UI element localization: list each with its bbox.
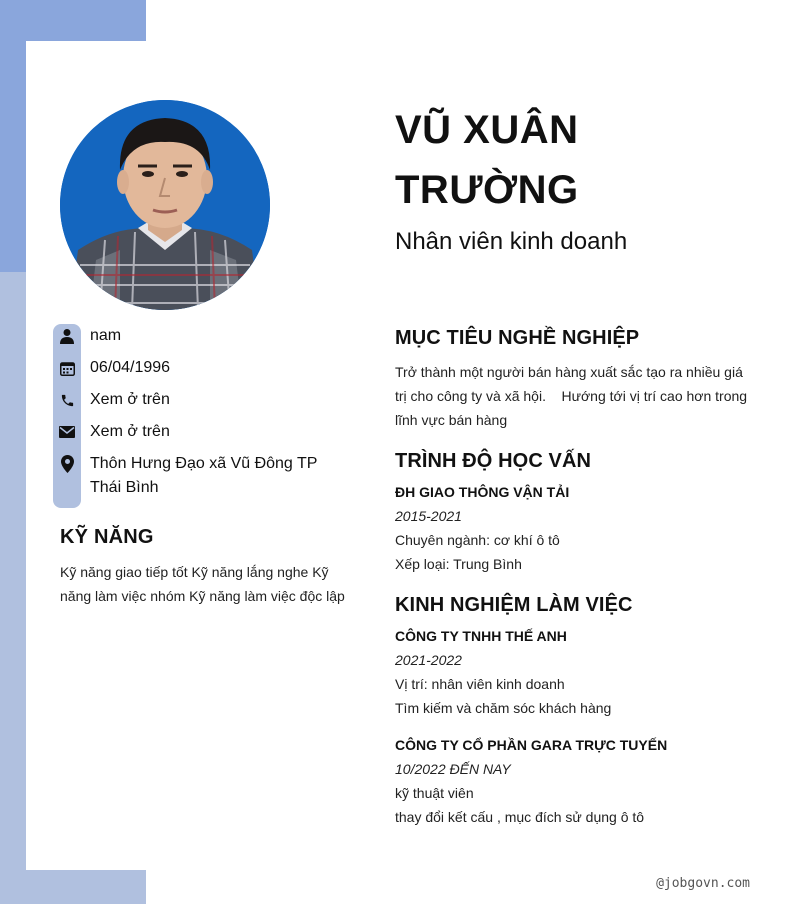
location-pin-icon [53,452,81,476]
birthday-text: 06/04/1996 [90,359,171,376]
phone-text: Xem ở trên [90,391,170,408]
job-position: kỹ thuật viên [395,785,474,801]
education-period: 2015-2021 [395,508,462,524]
user-icon [53,324,81,348]
experience-heading: KINH NGHIỆM LÀM VIỆC [395,594,633,616]
email-text: Xem ở trên [90,423,170,440]
education-heading: TRÌNH ĐỘ HỌC VẤN [395,450,592,472]
contact-phone [53,388,353,412]
gender-text: nam [90,327,122,344]
education-school: ĐH GIAO THÔNG VẬN TẢI [395,484,570,500]
site-watermark: @jobgovn.com [656,876,750,891]
education-major: Chuyên ngành: cơ khí ô tô [395,532,560,548]
avatar [60,100,270,310]
accent-band-side [0,272,26,904]
job-description: Tìm kiếm và chăm sóc khách hàng [395,700,612,716]
job-company: CÔNG TY CỔ PHẦN GARA TRỰC TUYẾN [395,737,668,753]
education-grade: Xếp loại: Trung Bình [395,556,522,572]
skills-heading: KỸ NĂNG [60,526,154,548]
contact-birthday [53,356,353,380]
contact-gender [53,324,353,348]
skills-text: Kỹ năng giao tiếp tốt Kỹ năng lắng nghe Kỹ năng làm việc nhóm Kỹ năng làm việc độc lập [60,564,345,604]
job-description: thay đổi kết cấu , mục đích sử dụng ô tô [395,809,645,825]
candidate-title: Nhân viên kinh doanh [395,228,628,255]
accent-band-bottom [26,870,146,904]
candidate-name: VŨ XUÂN TRƯỜNG [395,108,579,212]
calendar-icon [53,356,81,380]
job-period: 10/2022 ĐẾN NAY [395,761,511,777]
job-period: 2021-2022 [395,652,462,668]
objective-heading: MỤC TIÊU NGHỀ NGHIỆP [395,327,640,349]
contact-address [53,452,353,500]
job-company: CÔNG TY TNHH THẾ ANH [395,628,567,644]
objective-text: Trở thành một người bán hàng xuất sắc tạo ra nhiều giá trị cho công ty và xã hội. Hướng tới vị trí cao hơn trong lĩnh vực bán hàng [395,364,751,428]
phone-icon [53,388,81,412]
address-text: Thôn Hưng Đạo xã Vũ Đông TP Thái Bình [90,455,318,496]
mail-icon [53,420,81,444]
contact-email [53,420,353,444]
job-position: Vị trí: nhân viên kinh doanh [395,676,565,692]
